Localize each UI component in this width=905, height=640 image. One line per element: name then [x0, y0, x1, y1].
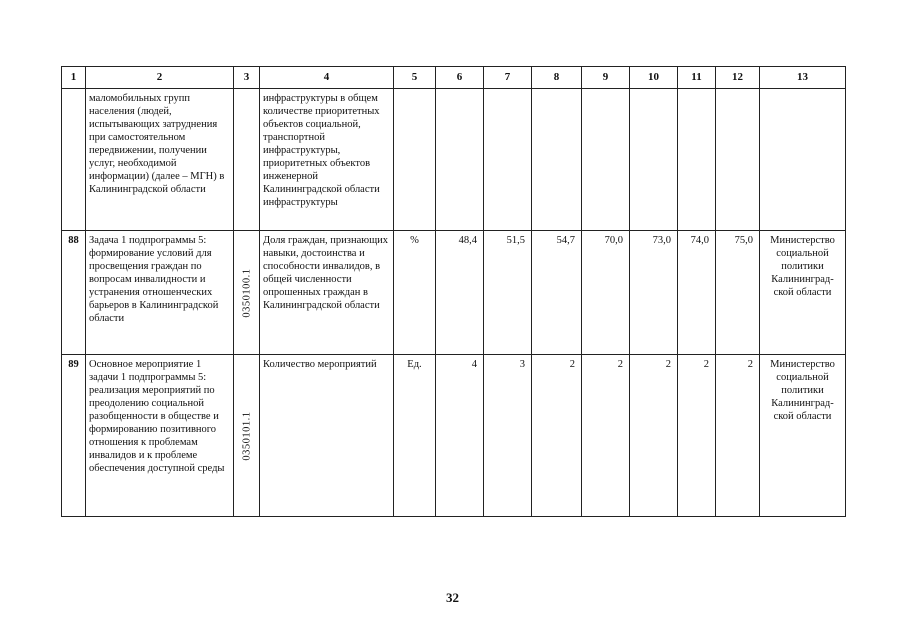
value-cell [532, 89, 582, 231]
header-row [62, 67, 846, 89]
value-cell [436, 89, 484, 231]
value-cell [582, 89, 630, 231]
value-cell: 2 [582, 355, 630, 517]
description-cell: Основное мероприятие 1 задачи 1 подпрограммы 5: реализация мероприятий по преодолению социальной разобщенности в обществе и формированию позитивного отношения к проблемам инвалидов и к проблеме обеспечения доступной среды [86, 355, 234, 517]
value-cell [716, 89, 760, 231]
value-cell: 51,5 [484, 231, 532, 355]
unit-cell: % [394, 231, 436, 355]
responsible-cell [760, 89, 846, 231]
header-cell: 3 [234, 67, 260, 89]
code-cell [234, 355, 260, 517]
responsible-cell: Министерство социальной политики Калининград-ской области [760, 231, 846, 355]
row-number: 88 [62, 231, 86, 355]
header-cell: 9 [582, 67, 630, 89]
header-cell: 11 [678, 67, 716, 89]
indicator-cell: Количество мероприятий [260, 355, 394, 517]
page-number: 32 [446, 590, 459, 605]
value-cell: 48,4 [436, 231, 484, 355]
description-cell: Задача 1 подпрограммы 5: формирование условий для просвещения граждан по вопросам инвалидности и устранения отношенческих барьеров в Калининградской области [86, 231, 234, 355]
value-cell: 2 [532, 355, 582, 517]
continuation-row [62, 89, 846, 231]
header-cell: 4 [260, 67, 394, 89]
program-code: 0350101.1 [241, 410, 252, 461]
header-cell: 1 [62, 67, 86, 89]
table-row [62, 231, 846, 355]
indicators-table [61, 66, 846, 517]
value-cell: 70,0 [582, 231, 630, 355]
header-cell: 5 [394, 67, 436, 89]
value-cell: 75,0 [716, 231, 760, 355]
unit-cell: Ед. [394, 355, 436, 517]
program-code: 0350100.1 [241, 267, 252, 318]
row-number: 89 [62, 355, 86, 517]
value-cell: 74,0 [678, 231, 716, 355]
header-cell: 13 [760, 67, 846, 89]
header-cell: 6 [436, 67, 484, 89]
code-cell [234, 231, 260, 355]
header-cell: 8 [532, 67, 582, 89]
table-row [62, 355, 846, 517]
value-cell [630, 89, 678, 231]
indicator-cell: инфраструктуры в общем количестве приоритетных объектов социальной, транспортной инфраструктуры, приоритетных объектов инженерной Калининградской области инфраструктуры [260, 89, 394, 231]
description-cell: маломобильных групп населения (людей, испытывающих затруднения при самостоятельном передвижении, получении услуг, необходимой информации) (далее – МГН) в Калининградской области [86, 89, 234, 231]
responsible-cell: Министерство социальной политики Калининград-ской области [760, 355, 846, 517]
value-cell [678, 89, 716, 231]
value-cell: 4 [436, 355, 484, 517]
value-cell [484, 89, 532, 231]
row-number-cell [62, 89, 86, 231]
value-cell: 2 [630, 355, 678, 517]
value-cell: 3 [484, 355, 532, 517]
header-cell: 10 [630, 67, 678, 89]
header-cell: 12 [716, 67, 760, 89]
value-cell: 54,7 [532, 231, 582, 355]
value-cell: 73,0 [630, 231, 678, 355]
value-cell: 2 [678, 355, 716, 517]
header-cell: 2 [86, 67, 234, 89]
unit-cell [394, 89, 436, 231]
header-cell: 7 [484, 67, 532, 89]
indicator-cell: Доля граждан, признающих навыки, достоинства и способности инвалидов, в общей численности опрошенных граждан в Калининградской области [260, 231, 394, 355]
value-cell: 2 [716, 355, 760, 517]
code-cell [234, 89, 260, 231]
